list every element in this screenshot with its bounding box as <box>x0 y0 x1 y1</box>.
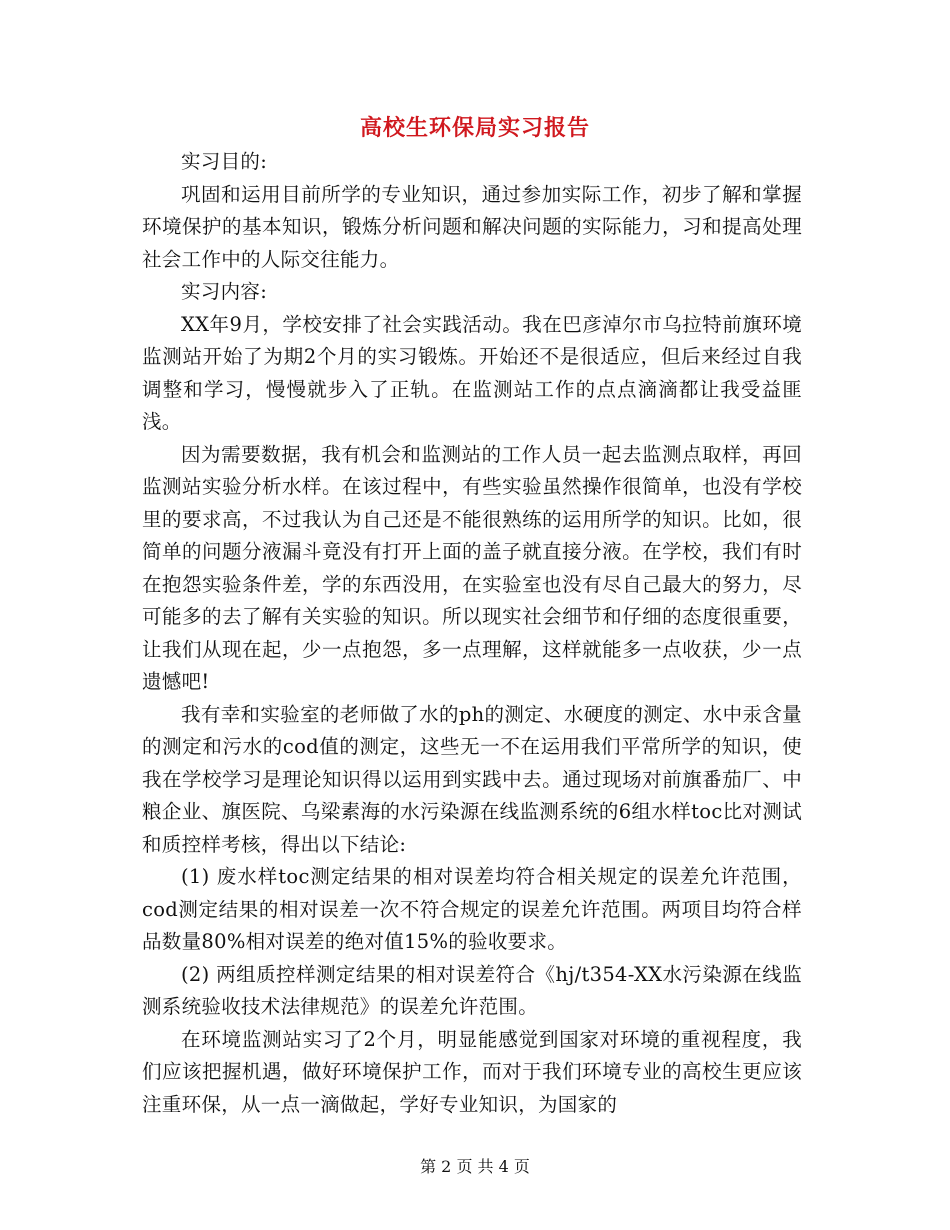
heading-content: 实习内容: <box>181 280 268 303</box>
page-footer: 第 2 页 共 4 页 <box>420 1157 530 1176</box>
document-title: 高校生环保局实习报告 <box>359 115 590 141</box>
conclusion-item-2: (2) 两组质控样测定结果的相对误差符合《hj/t354-XX水污染源在线监测系统验收技术法律规范》的误差允许范围。 <box>142 962 802 1018</box>
conclusion-item-1: (1) 废水样toc测定结果的相对误差均符合相关规定的误差允许范围，cod测定结果的相对误差一次不符合规定的误差允许范围。两项目均符合样品数量80%相对误差的绝对值15%的验收要求。 <box>142 865 802 953</box>
document-body <box>142 146 802 1121</box>
heading-purpose: 实习目的: <box>181 150 268 173</box>
paragraph-intro: XX年9月，学校安排了社会实践活动。我在巴彦淖尔市乌拉特前旗环境监测站开始了为期2个月的实习锻炼。开始还不是很适应，但后来经过自我调整和学习，慢慢就步入了正轨。在监测站工作的点点滴滴都让我受益匪浅。 <box>142 312 802 433</box>
paragraph-sampling: 因为需要数据，我有机会和监测站的工作人员一起去监测点取样，再回监测站实验分析水样。在该过程中，有些实验虽然操作很简单，也没有学校里的要求高，不过我认为自己还是不能很熟练的运用所学的知识。比如，很简单的问题分液漏斗竟没有打开上面的盖子就直接分液。在学校，我们有时在抱怨实验条件差，学的东西没用，在实验室也没有尽自己最大的努力，尽可能多的去了解有关实验的知识。所以现实社会细节和仔细的态度很重要，让我们从现在起，少一点抱怨，多一点理解，这样就能多一点收获，少一点遗憾吧! <box>142 442 802 693</box>
paragraph-purpose: 巩固和运用目前所学的专业知识，通过参加实际工作，初步了解和掌握环境保护的基本知识，锻炼分析问题和解决问题的实际能力，习和提高处理社会工作中的人际交往能力。 <box>142 182 802 271</box>
paragraph-lab-work: 我有幸和实验室的老师做了水的ph的测定、水硬度的测定、水中汞含量的测定和污水的cod值的测定，这些无一不在运用我们平常所学的知识，使我在学校学习是理论知识得以运用到实践中去。通过现场对前旗番茄厂、中粮企业、旗医院、乌梁素海的水污染源在线监测系统的6组水样toc比对测试和质控样考核，得出以下结论: <box>142 702 802 856</box>
paragraph-summary: 在环境监测站实习了2个月，明显能感觉到国家对环境的重视程度，我们应该把握机遇，做好环境保护工作，而对于我们环境专业的高校生更应该注重环保，从一点一滴做起，学好专业知识，为国家的 <box>142 1027 802 1116</box>
